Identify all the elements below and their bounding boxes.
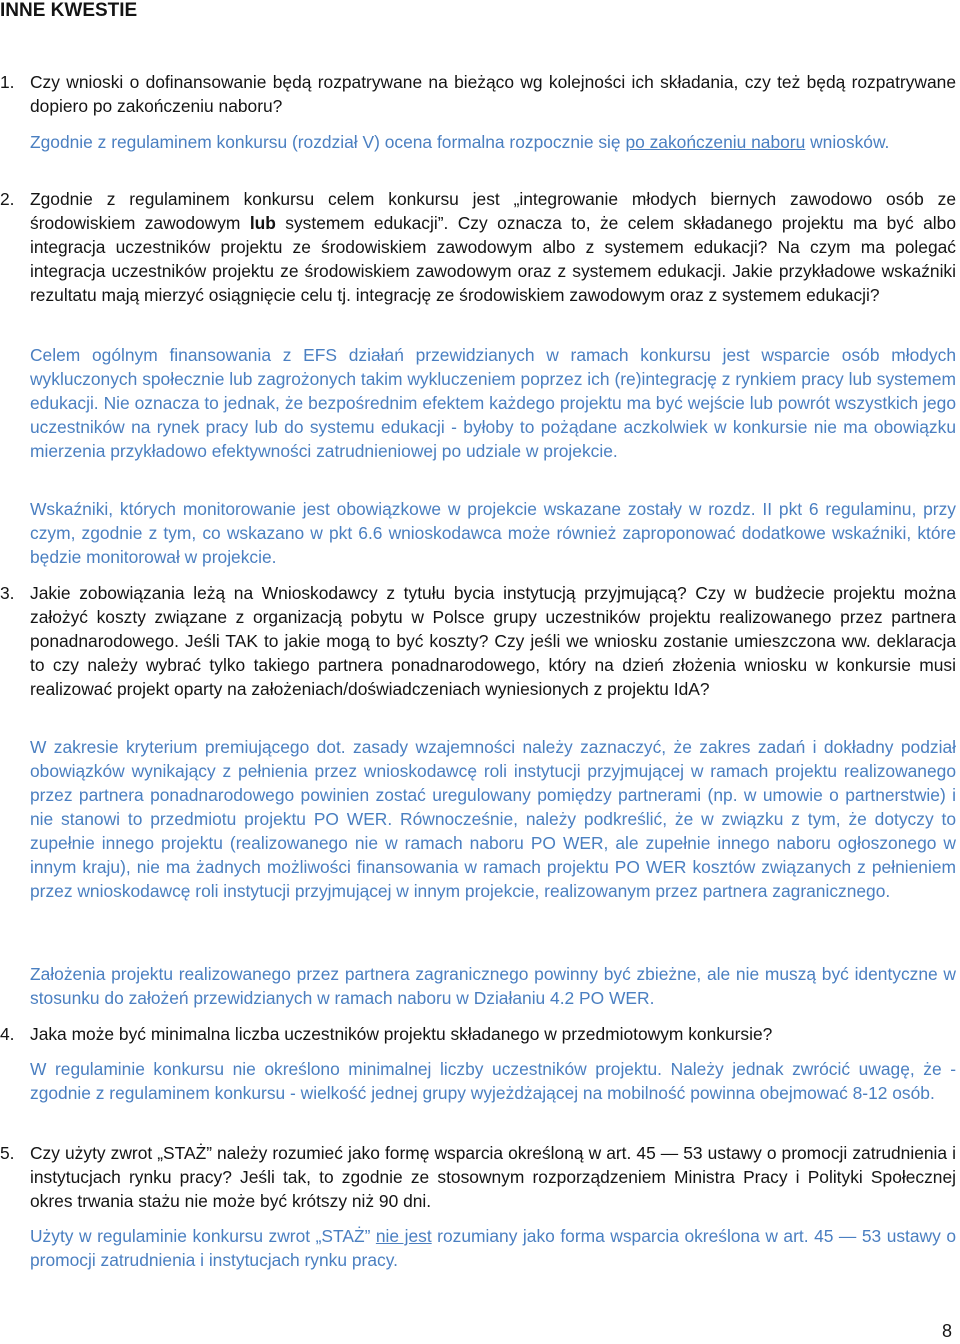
question-number: 5. (0, 1143, 15, 1163)
answer-text-end: wniosków. (805, 132, 890, 152)
question-1 (0, 70, 956, 118)
question-bold-text: lub (249, 213, 276, 233)
question-text: Czy użyty zwrot „STAŻ” należy rozumieć jako formę wsparcia określoną w art. 45 ― 53 ustawy o promocji zatrudnienia i instytucjach rynku pracy? Jeśli tak, to zgodnie ze stosownym rozporządzeniem Ministra Pracy i Polityki Społecznej okres trwania stażu nie może być krótszy niż 90 dni. (30, 1143, 956, 1211)
question-text: Jaka może być minimalna liczba uczestników projektu składanego w przedmiotowym konkursie? (30, 1024, 773, 1044)
question-number: 3. (0, 583, 15, 603)
answer-2-paragraph-2: Wskaźniki, których monitorowanie jest obowiązkowe w projekcie wskazane zostały w rozdz. II pkt 6 regulaminu, przy czym, zgodnie z tym, co wskazano w pkt 6.6 wnioskodawca może również zaproponować dodatkowe wskaźniki, które będzie monitorował w projekcie. (30, 499, 956, 567)
answer-3-paragraph-2: Założenia projektu realizowanego przez partnera zagranicznego powinny być zbieżne, ale nie muszą być identyczne w stosunku do założeń przewidzianych w ramach naboru w Działaniu 4.2 PO WER. (30, 964, 956, 1008)
answer-text: Użyty w regulaminie konkursu zwrot „STAŻ” (30, 1226, 376, 1246)
answer-3-paragraph-1: W zakresie kryterium premiującego dot. zasady wzajemności należy zaznaczyć, że zakres zadań i dokładny podział obowiązków wynikający z pełnienia przez wnioskodawcę roli instytucji przyjmującej w ramach projektu realizowanego przez partnera ponadnarodowego powinien zostać uregulowany pomiędzy partnerami (np. w umowie o partnerstwie) i nie stanowi to przedmiotu projektu PO WER. Równocześnie, należy podkreślić, że w związku z tym, że dotyczy to zupełnie innego projektu (realizowanego nie w ramach naboru PO WER, ale zupełnie innego naboru ogłoszonego w innym kraju), nie ma żadnych możliwości finansowania w ramach projektu PO WER kosztów związanych z pełnieniem przez wnioskodawcę roli instytucji przyjmującej w innym projekcie, realizowanym przez partnera zagranicznego. (30, 737, 956, 901)
answer-2-paragraph-1: Celem ogólnym finansowania z EFS działań przewidzianych w ramach konkursu jest wsparcie osób młodych wykluczonych społecznie lub zagrożonych takim wykluczeniem poprzez ich (re)integrację z rynkiem pracy lub systemem edukacji. Nie oznacza to jednak, że bezpośrednim efektem każdego projektu ma być wejście lub powrót wszystkich jego uczestników na rynek pracy lub do systemu edukacji - byłoby to pożądane aczkolwiek w konkursie nie ma obowiązku mierzenia przykładowo efektywności zatrudnieniowej po udziale w projekcie. (30, 345, 956, 461)
question-2 (0, 187, 956, 307)
answer-text: Zgodnie z regulaminem konkursu (rozdział V) ocena formalna rozpocznie się (30, 132, 626, 152)
answer-4: W regulaminie konkursu nie określono minimalnej liczby uczestników projektu. Należy jednak zwrócić uwagę, że - zgodnie z regulaminem konkursu - wielkość jednej grupy wyjeżdżającej na mobilność powinna obejmować 8-12 osób. (30, 1059, 956, 1103)
question-number: 4. (0, 1024, 15, 1044)
answer-underlined-text: po zakończeniu naboru (625, 132, 806, 152)
question-number: 2. (0, 189, 15, 209)
question-4 (0, 1022, 956, 1046)
answer-1 (30, 130, 956, 154)
page-number: 8 (942, 1321, 953, 1341)
question-number: 1. (0, 72, 15, 92)
question-3 (0, 581, 956, 701)
answer-underlined-text: nie jest (375, 1226, 432, 1246)
section-heading: INNE KWESTIE (0, 0, 138, 21)
question-5 (0, 1141, 956, 1213)
answer-5 (30, 1224, 956, 1272)
question-text: Jakie zobowiązania leżą na Wnioskodawcy z tytułu bycia instytucją przyjmującą? Czy w budżecie projektu można założyć koszty związane z organizacją pobytu w Polsce grupy uczestników projektu realizowanego przez partnera ponadnarodowego. Jeśli TAK to jakie mogą to być koszty? Czy jeśli we wniosku zostanie umieszczona ww. deklaracja to czy należy wybrać tylko takiego partnera ponadnarodowego, który na dzień złożenia wniosku w konkursie musi realizować projekt oparty na założeniach/doświadczeniach wyniesionych z projektu IdA? (30, 583, 956, 699)
question-text: Zgodnie z regulaminem konkursu celem konkursu jest „integrowanie młodych biernych zawodowo osób ze środowiskiem zawodowym (30, 189, 956, 233)
question-text-end: systemem edukacji”. Czy oznacza to, że celem składanego projektu ma być albo integracja uczestników projektu ze środowiskiem zawodowym albo z systemem edukacji? Na czym ma polegać integracja uczestników projektu ze środowiskiem zawodowym oraz z systemem edukacji. Jakie przykładowe wskaźniki rezultatu mają mierzyć osiągnięcie celu tj. integrację ze środowiskiem zawodowym oraz z systemem edukacji? (30, 213, 956, 305)
answer-text-end: rozumiany jako forma wsparcia określona w art. 45 ― 53 ustawy o promocji zatrudnienia i instytucjach rynku pracy. (30, 1226, 957, 1270)
question-text: Czy wnioski o dofinansowanie będą rozpatrywane na bieżąco wg kolejności ich składania, czy też będą rozpatrywane dopiero po zakończeniu naboru? (30, 72, 956, 116)
